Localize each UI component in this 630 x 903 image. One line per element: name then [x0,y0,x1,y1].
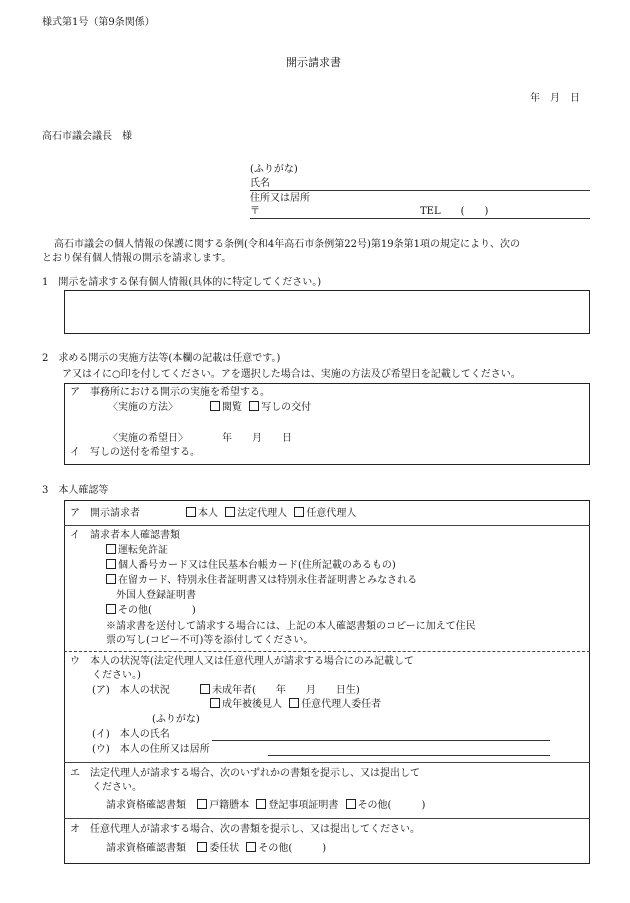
self-label: 本人 [198,508,218,519]
legal-docs-row [106,799,425,813]
voluntary-agent-checkbox[interactable] [294,507,304,517]
status-label: (ア) 本人の状況 [92,685,170,696]
postal-mark: 〒 [250,206,260,217]
section2-heading: 2 求める開示の実施方法等(本欄の記載は任意です。) [42,353,281,364]
residence-card-label: 在留カード、特別永住者証明書又は特別永住者証明書とみなされる [118,575,418,586]
person-name-line[interactable] [212,740,550,741]
row-divider [64,762,590,763]
requester-name-line[interactable] [250,190,590,191]
requester-name-label: 氏名 [250,178,270,189]
method-label: 〈実施の方法〉 [108,402,178,413]
id-note-1: ※請求書を送付して請求する場合には、上記の本人確認書類のコピーに加えて住民 [106,621,476,632]
section1-heading: 1 開示を請求する保有個人情報(具体的に特定してください。) [42,277,322,288]
voluntary-docs-title: オ 任意代理人が請求する場合、次の書類を提示し、又は提出してください。 [70,824,420,835]
family-register-label: 戸籍謄本 [209,800,250,811]
legal-docs-label: 請求資格確認書類 [106,800,186,811]
power-of-attorney-checkbox[interactable] [197,842,207,852]
minor-row [196,684,360,698]
person-address-line[interactable] [268,755,550,756]
legal-agent-checkbox[interactable] [225,507,235,517]
hope-date-value[interactable]: 年 月 日 [222,433,292,444]
form-number: 様式第1号（第9条関係） [42,17,155,28]
view-label: 閲覧 [222,402,242,413]
minor-label: 未成年者( 年 月 日生) [212,685,360,696]
tel-label: TEL ( ) [420,206,489,217]
voluntary-docs-row [106,842,326,856]
requester-type-options [182,507,356,521]
self-checkbox[interactable] [186,507,196,517]
section2-note: ア又はイに○印を付してください。アを選択した場合は、実施の方法及び希望日を記載してください。 [62,369,521,380]
row-divider [64,651,590,652]
license-label: 運転免許証 [118,545,168,556]
registry-cert-checkbox[interactable] [256,799,266,809]
family-register-checkbox[interactable] [197,799,207,809]
other-id-checkbox[interactable] [106,604,116,614]
license-checkbox[interactable] [106,544,116,554]
date-field[interactable]: 年 月 日 [530,93,580,104]
status-title-2: ください。) [92,670,141,681]
id-docs-title: イ 請求者本人確認書類 [70,530,180,541]
section1-input-box[interactable] [64,290,590,334]
ward-row [206,698,381,712]
id-note-2: 票の写し(コピー不可)等を添付してください。 [106,635,314,646]
section3-heading: 3 本人確認等 [42,485,109,496]
id-doc-license-row [102,544,168,558]
person-name-label: (イ) 本人の氏名 [92,729,170,740]
intro-line-1: 高石市議会の個人情報の保護に関する条例(令和4年高石市条例第22号)第19条第1項の規定により、次の [54,239,520,250]
person-address-label: (ウ) 本人の住所又は居所 [92,744,210,755]
option-i[interactable]: イ 写しの送付を希望する。 [70,447,200,458]
legal-other-checkbox[interactable] [346,799,356,809]
principal-checkbox[interactable] [289,698,299,708]
adult-ward-checkbox[interactable] [210,698,220,708]
copy-checkbox[interactable] [249,401,259,411]
legal-agent-label: 法定代理人 [237,508,288,519]
view-checkbox[interactable] [210,401,220,411]
residence-card-checkbox[interactable] [106,574,116,584]
method-options [206,401,311,415]
status-title-1: ウ 本人の状況等(法定代理人又は任意代理人が請求する場合にのみ記載して [70,656,414,667]
intro-line-2: とおり保有個人情報の開示を請求します。 [42,253,232,264]
power-of-attorney-label: 委任状 [209,843,240,854]
voluntary-other-label: その他( ) [258,843,327,854]
option-a[interactable]: ア 事務所における開示の実施を希望する。 [70,387,270,398]
voluntary-agent-label: 任意代理人 [306,508,357,519]
principal-label: 任意代理人委任者 [301,699,382,710]
row-divider [64,525,590,526]
voluntary-other-checkbox[interactable] [246,842,256,852]
id-doc-other-row [102,604,196,618]
mynumber-checkbox[interactable] [106,559,116,569]
requester-type-label: ア 開示請求者 [70,508,140,519]
mynumber-label: 個人番号カード又は住民基本台帳カード(住所記載のあるもの) [118,560,396,571]
adult-ward-label: 成年被後見人 [222,699,282,710]
legal-docs-title-1: エ 法定代理人が請求する場合、次のいずれかの書類を提示し、又は提出して [70,768,420,779]
row-divider [64,818,590,819]
requester-address-label: 住所又は居所 [250,193,310,204]
requester-furigana-label: (ふりがな) [250,164,298,175]
legal-docs-title-2: ください。 [92,782,142,793]
other-id-label: その他( ) [118,605,196,616]
id-doc-mynumber-row [102,559,396,573]
person-furigana-label: (ふりがな) [152,714,200,725]
legal-other-label: その他( ) [357,800,426,811]
id-doc-residence-row [102,574,417,588]
hope-date-label: 〈実施の希望日〉 [108,433,188,444]
voluntary-docs-label: 請求資格確認書類 [106,843,186,854]
copy-label: 写しの交付 [261,402,312,413]
page-title: 開示請求書 [286,56,341,69]
minor-checkbox[interactable] [200,684,210,694]
foreign-registration-label: 外国人登録証明書 [116,590,196,601]
registry-cert-label: 登記事項証明書 [268,800,339,811]
requester-address-line[interactable] [250,218,590,219]
addressee: 高石市議会議長 様 [42,131,132,142]
